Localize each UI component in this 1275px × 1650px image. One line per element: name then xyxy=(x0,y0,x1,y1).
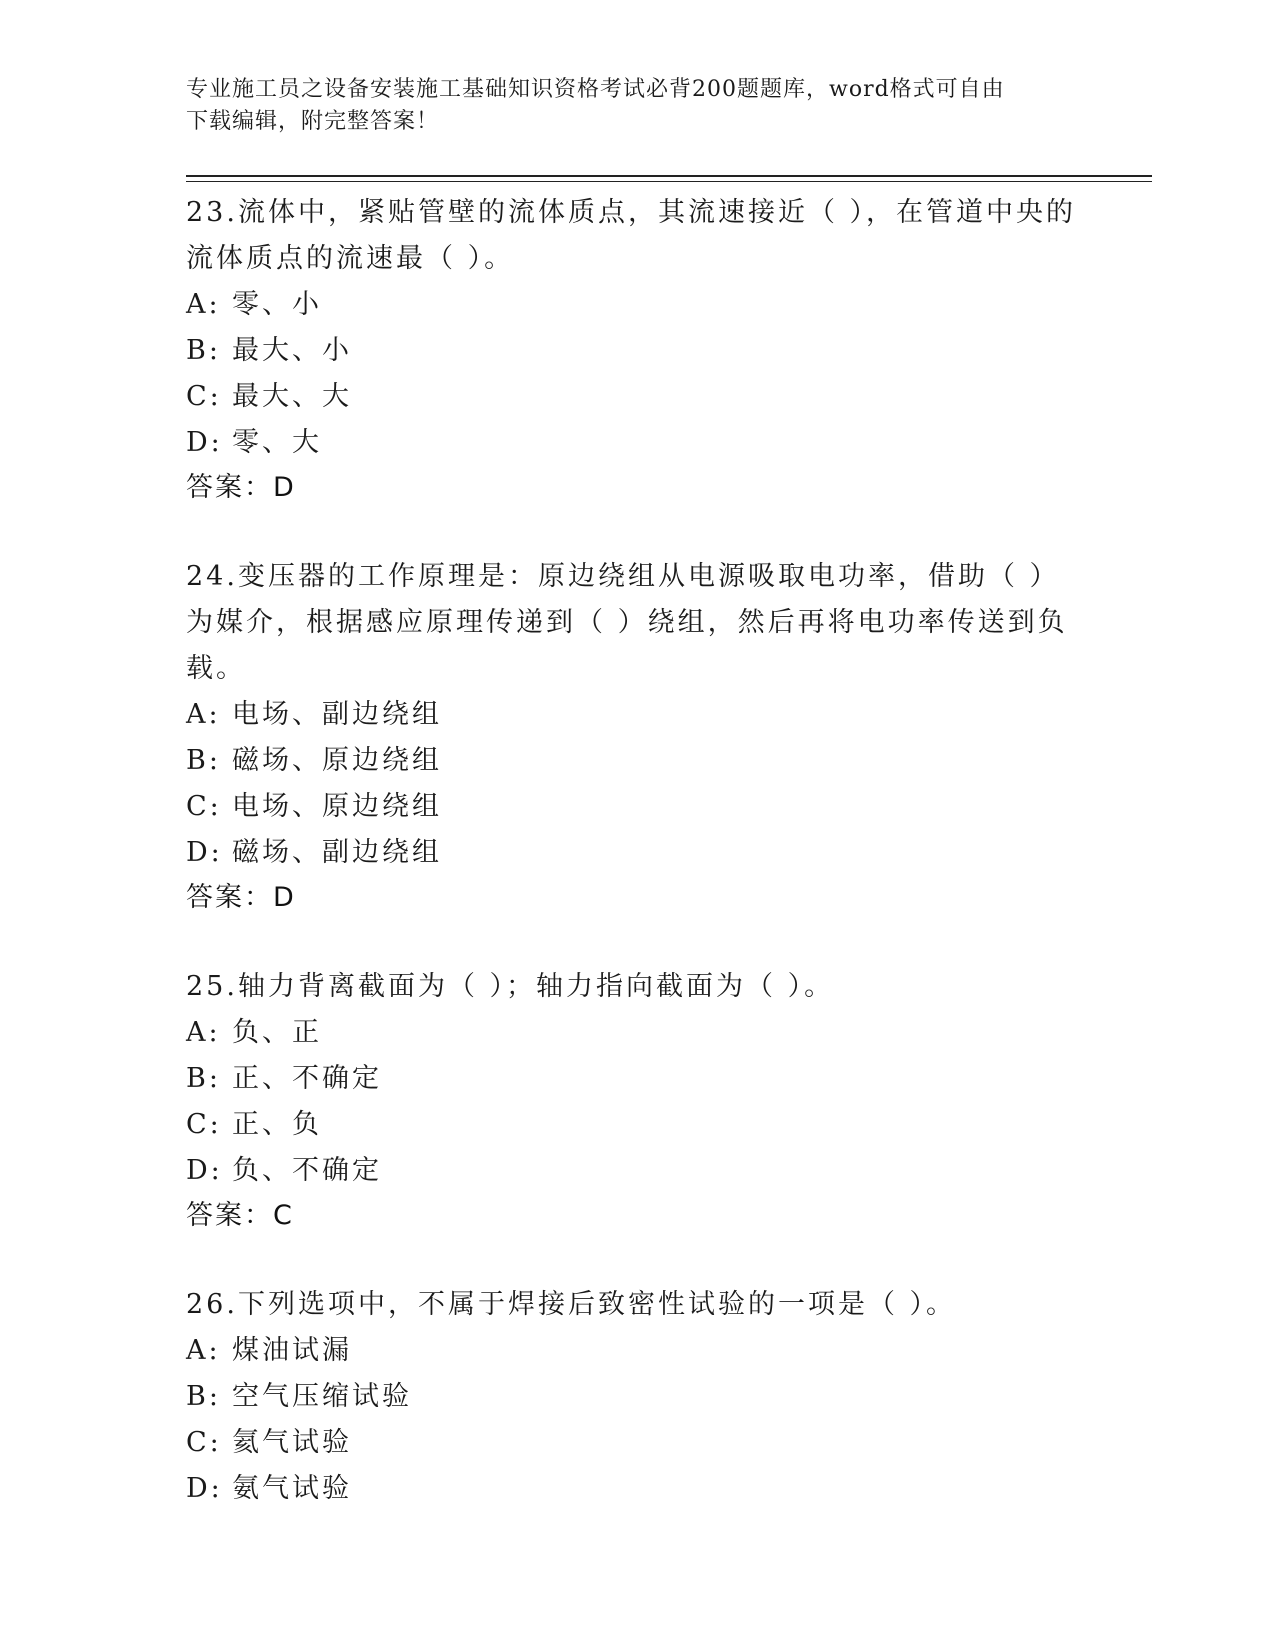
option-letter: C: xyxy=(186,381,222,412)
option-a xyxy=(186,1328,1086,1374)
option-text: 氨气试验 xyxy=(232,1473,352,1504)
option-letter: C: xyxy=(186,791,222,822)
option-text: 电场、原边绕组 xyxy=(232,791,442,822)
option-b xyxy=(186,1374,1086,1420)
option-text: 最大、大 xyxy=(232,381,352,412)
option-text: 最大、小 xyxy=(232,335,352,366)
document-header xyxy=(186,74,1066,138)
option-letter: D: xyxy=(186,427,223,458)
question-26 xyxy=(186,1282,1086,1512)
option-text: 负、不确定 xyxy=(232,1155,382,1186)
option-c xyxy=(186,1420,1086,1466)
question-stem: 26.下列选项中，不属于焊接后致密性试验的一项是（ ）。 xyxy=(186,1289,957,1320)
option-letter: A: xyxy=(186,1017,221,1048)
option-text: 正、不确定 xyxy=(232,1063,382,1094)
option-text: 零、大 xyxy=(232,427,322,458)
answer-line: 答案：C xyxy=(186,1200,294,1231)
option-text: 磁场、原边绕组 xyxy=(232,745,442,776)
option-letter: A: xyxy=(186,289,221,320)
option-letter: D: xyxy=(186,837,223,868)
option-text: 零、小 xyxy=(232,289,322,320)
option-d xyxy=(186,1148,1086,1194)
option-letter: B: xyxy=(186,1063,221,1094)
question-list xyxy=(186,190,1086,1556)
option-d xyxy=(186,830,1086,876)
option-letter: D: xyxy=(186,1473,223,1504)
option-letter: C: xyxy=(186,1427,222,1458)
answer-line: 答案：D xyxy=(186,882,296,913)
option-b xyxy=(186,738,1086,784)
question-23 xyxy=(186,190,1086,510)
option-a xyxy=(186,692,1086,738)
header-divider-thick xyxy=(186,175,1152,177)
option-a xyxy=(186,282,1086,328)
option-letter: A: xyxy=(186,1335,221,1366)
option-letter: B: xyxy=(186,335,221,366)
option-c xyxy=(186,1102,1086,1148)
question-stem: 25.轴力背离截面为（ ）；轴力指向截面为（ ）。 xyxy=(186,971,835,1002)
option-text: 负、正 xyxy=(232,1017,322,1048)
option-c xyxy=(186,374,1086,420)
option-text: 煤油试漏 xyxy=(232,1335,352,1366)
option-text: 电场、副边绕组 xyxy=(232,699,442,730)
option-text: 氦气试验 xyxy=(232,1427,352,1458)
question-stem: 23.流体中，紧贴管壁的流体质点，其流速接近（ ），在管道中央的流体质点的流速最（ ）。 xyxy=(186,197,1077,274)
option-b xyxy=(186,328,1086,374)
option-letter: A: xyxy=(186,699,221,730)
option-letter: B: xyxy=(186,1381,221,1412)
header-line-1: 专业施工员之设备安装施工基础知识资格考试必背200题题库，word格式可自由 xyxy=(186,77,1005,102)
header-line-2: 下载编辑，附完整答案！ xyxy=(186,109,440,134)
option-text: 空气压缩试验 xyxy=(232,1381,412,1412)
question-25 xyxy=(186,964,1086,1238)
answer-line: 答案：D xyxy=(186,472,296,503)
option-a xyxy=(186,1010,1086,1056)
option-b xyxy=(186,1056,1086,1102)
option-d xyxy=(186,1466,1086,1512)
option-letter: D: xyxy=(186,1155,223,1186)
option-text: 正、负 xyxy=(232,1109,322,1140)
question-stem: 24.变压器的工作原理是：原边绕组从电源吸取电功率，借助（ ）为媒介，根据感应原理传递到（ ）绕组，然后再将电功率传送到负载。 xyxy=(186,561,1068,684)
header-divider-thin xyxy=(186,181,1152,182)
option-d xyxy=(186,420,1086,466)
question-24 xyxy=(186,554,1086,920)
option-text: 磁场、副边绕组 xyxy=(232,837,442,868)
option-letter: B: xyxy=(186,745,221,776)
option-c xyxy=(186,784,1086,830)
option-letter: C: xyxy=(186,1109,222,1140)
